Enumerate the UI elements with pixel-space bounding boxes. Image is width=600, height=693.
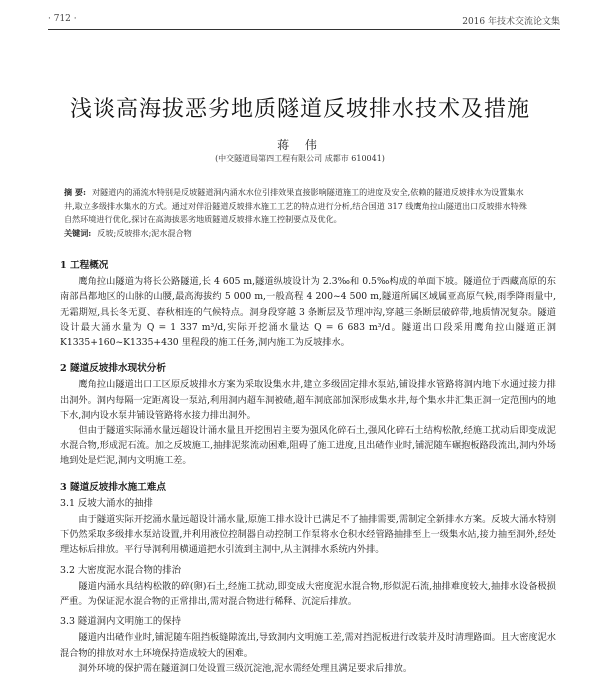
abstract-text-block: [64, 186, 534, 227]
body-paragraph: 但由于隧道实际涌水量远超设计涌水量且开挖围岩主要为强风化碎石土,强风化碎石土结构松散,经施工扰动后即变成泥水混合物,形成泥石流。加之反坡施工,抽排泥浆流动困难,阻碍了施工进度,且出碴作业时,铺泥随车碾抱板路段流出,洞内外场地到处是烂泥,洞内文明施工差。: [60, 425, 556, 467]
body-paragraph: 由于隧道实际开挖涌水量远超设计涌水量,原施工排水设计已满足不了抽排需要,需制定全新排水方案。反坡大涌水特别下仍然采取多级排水泵站设置,并利用液位控制器自动控制工作泵将水仓积水经管路抽排至上一级集水站,接力抽至洞外,经处理达标后排放。平行导洞利用横通道把水引流到主洞中,从主洞排水系统内外排。: [60, 514, 556, 556]
section-heading: 2 隧道反坡排水现状分析: [60, 363, 166, 375]
page-header: [48, 14, 560, 28]
abstract-block: [64, 186, 534, 240]
running-title: 2016 年技术交流论文集: [462, 17, 560, 27]
body-paragraph: 隧道内出碴作业时,铺泥随车阻挡板缝隙流出,导致洞内文明施工差,需对挡泥板进行改装并及时清理路面。且大密度泥水混合物的排放对水土环境保持造成较大的困难。: [60, 632, 556, 659]
keywords-block: [64, 227, 534, 241]
keywords-text: 反坡;反坡排水;泥水混合物: [97, 227, 192, 238]
body-paragraph: 隧道内涌水具结构松散的碎(卵)石土,经施工扰动,即变成大密度泥水混合物,形似泥石流,抽排难度较大,抽排水设备极损严重。为保证泥水混合物的正常排出,需对混合物进行稀释、沉淀后排放。: [60, 580, 556, 608]
subsection-heading: 3.2 大密度泥水混合物的排治: [60, 564, 182, 576]
section-heading: 3 隧道反坡排水施工难点: [60, 481, 166, 493]
paper-title: 浅谈高海拔恶劣地质隧道反坡排水技术及措施: [69, 97, 530, 122]
keywords-label: 关键词:: [64, 227, 92, 238]
header-rule: [48, 29, 560, 30]
section-heading: 1 工程概况: [60, 260, 109, 271]
subsection-heading: 3.3 隧道洞内文明施工的保持: [60, 616, 182, 628]
page-number: · 712 ·: [48, 14, 77, 24]
subsection-heading: 3.1 反坡大涌水的抽排: [60, 497, 153, 509]
body-paragraph: 鹰角拉山隧道为将长公路隧道,长 4 605 m,隧道纵坡设计为 2.3‰和 0.5‰构成的单面下坡。隧道位于西藏高原的东南部昌都地区的山脉的山腰,最高海拔约 5 000 m,一般高程 4 200~4 500 m,隧道所属区域属亚高原气候,雨季降雨量中,无霜期短,具长冬无夏、春秋相连的气候特点。洞身段穿越 3 条断层及节理冲沟,穿越三条断层破碎带,地质情况复杂。隧道设计最大涌水量为 Q = 1 337 m³/d,实际开挖涌水量达 Q = 6 683 m³/d。隧道出口段采用鹰角拉山隧道正洞 K1335+160~K1335+430 里程段的施工任务,洞内施工为反坡排水。: [60, 276, 556, 349]
body-paragraph: 鹰角拉山隧道出口工区原反坡排水方案为采取设集水井,建立多级固定排水泵站,铺设排水管路将洞内地下水通过接力排出洞外。洞内每隔一定距离设一泵站,利用洞内超车洞被碴,超车洞底部加深形成集水井,每个集水井汇集正洞一定范围内的地下水,洞内设水泵井铺设管路将水接力排出洞外。: [60, 379, 556, 421]
article-body: [60, 258, 556, 676]
author-affiliation: (中交隧道局第四工程有限公司 成都市 610041): [215, 154, 385, 163]
abstract-label: 摘 要:: [64, 187, 86, 197]
body-paragraph: 洞外环境的保护需在隧道洞口处设置三级沉淀池,泥水需经处理且满足要求后排放。: [78, 662, 413, 674]
abstract-text: 对隧道内的涌流水特别是反坡隧道洞内涌水水位引排效果直接影响隧道施工的进度及安全,依赖的隧道反坡排水为设置集水井,取立多级排水集水的方式。通过对伴沿隧道反坡排水施工工艺的特点进行分析,结合国道 317 线鹰角拉山隧道出口反坡排水特殊自然环境进行优化,探讨在高海拔恶劣地质隧道反坡排水施工控制要点及优化。: [64, 187, 527, 224]
author-name: 蒋 伟: [277, 138, 323, 152]
